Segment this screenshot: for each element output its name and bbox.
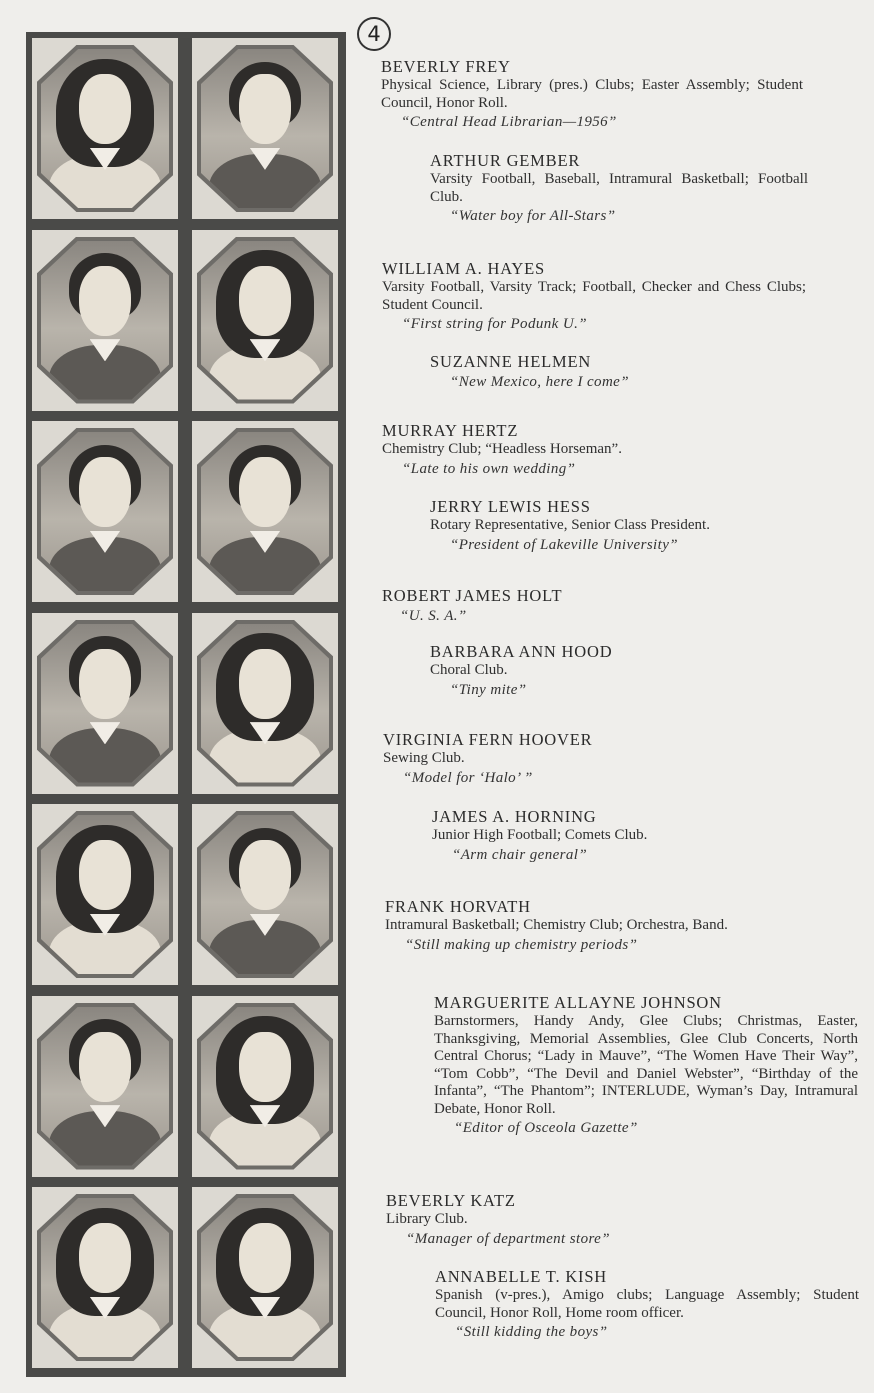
entry-quote: “Late to his own wedding” bbox=[402, 460, 576, 477]
entry-beverly-frey bbox=[381, 56, 803, 132]
portrait-face bbox=[239, 74, 290, 144]
octagon-frame bbox=[197, 428, 333, 595]
entry-quote: “Still making up chemistry periods” bbox=[405, 936, 638, 953]
entry-name: ANNABELLE T. KISH bbox=[435, 1267, 608, 1286]
portrait-suzanne-helmen bbox=[192, 230, 338, 411]
portrait-face bbox=[239, 1223, 290, 1293]
entry-annabelle-kish bbox=[435, 1266, 859, 1342]
entry-name: JAMES A. HORNING bbox=[432, 807, 597, 826]
portrait-face bbox=[79, 266, 130, 336]
portrait-strip bbox=[26, 32, 346, 1377]
entry-activities: Chemistry Club; “Headless Horseman”. bbox=[382, 441, 622, 457]
entry-activities: Sewing Club. bbox=[383, 750, 465, 766]
entry-quote: “Still kidding the boys” bbox=[455, 1324, 608, 1340]
entry-quote: “First string for Podunk U.” bbox=[402, 316, 587, 332]
portrait-photo bbox=[41, 1198, 169, 1357]
entry-name: FRANK HORVATH bbox=[385, 897, 531, 916]
entry-quote: “Water boy for All-Stars” bbox=[450, 208, 616, 224]
octagon-frame bbox=[197, 620, 333, 787]
entry-activities: Library Club. bbox=[386, 1211, 468, 1227]
octagon-frame bbox=[37, 811, 173, 978]
entry-activities: Varsity Football, Baseball, Intramural Basketball; Football Club. bbox=[430, 171, 808, 205]
portrait-william-hayes bbox=[32, 230, 178, 411]
portrait-barbara-hood bbox=[192, 613, 338, 794]
entry-name: ROBERT JAMES HOLT bbox=[382, 586, 563, 605]
entry-name: BEVERLY FREY bbox=[381, 57, 511, 76]
portrait-photo bbox=[41, 1007, 169, 1166]
entry-james-horning bbox=[432, 806, 812, 865]
entry-name: JERRY LEWIS HESS bbox=[430, 497, 591, 516]
entry-suzanne-helmen bbox=[430, 351, 808, 392]
portrait-face bbox=[79, 649, 130, 719]
entry-name: MARGUERITE ALLAYNE JOHNSON bbox=[434, 993, 722, 1012]
octagon-frame bbox=[37, 428, 173, 595]
entry-name: VIRGINIA FERN HOOVER bbox=[383, 730, 593, 749]
portrait-virginia-hoover bbox=[32, 804, 178, 985]
portrait-photo bbox=[41, 241, 169, 400]
portrait-robert-holt bbox=[32, 613, 178, 794]
entry-activities: Varsity Football, Varsity Track; Football, Checker and Chess Clubs; Student Council. bbox=[382, 279, 806, 313]
entry-name: WILLIAM A. HAYES bbox=[382, 259, 545, 278]
entry-activities: Intramural Basketball; Chemistry Club; Orchestra, Band. bbox=[385, 917, 728, 933]
portrait-beverly-katz bbox=[32, 1187, 178, 1368]
octagon-frame bbox=[37, 1194, 173, 1361]
portrait-photo bbox=[201, 241, 329, 400]
entry-name: BEVERLY KATZ bbox=[386, 1191, 516, 1210]
entry-quote: “New Mexico, here I come” bbox=[450, 374, 629, 390]
octagon-frame bbox=[197, 1194, 333, 1361]
entry-activities: Junior High Football; Comets Club. bbox=[432, 827, 648, 843]
entry-arthur-gember bbox=[430, 150, 808, 226]
entry-william-hayes bbox=[382, 258, 806, 334]
octagon-frame bbox=[37, 620, 173, 787]
portrait-face bbox=[79, 1032, 130, 1102]
entry-name: ARTHUR GEMBER bbox=[430, 151, 581, 170]
entry-name: BARBARA ANN HOOD bbox=[430, 642, 613, 661]
octagon-frame bbox=[37, 237, 173, 404]
entry-quote: “Central Head Librarian—1956” bbox=[401, 114, 617, 130]
portrait-marguerite-johnson bbox=[192, 996, 338, 1177]
portrait-photo bbox=[41, 624, 169, 783]
octagon-frame bbox=[197, 811, 333, 978]
entry-frank-horvath bbox=[385, 896, 807, 955]
portrait-face bbox=[239, 649, 290, 719]
entry-virginia-hoover bbox=[383, 729, 807, 788]
octagon-frame bbox=[197, 1003, 333, 1170]
entry-quote: “Model for ‘Halo’ ” bbox=[403, 769, 533, 786]
entry-jerry-hess bbox=[430, 496, 808, 555]
entry-marguerite-johnson bbox=[434, 992, 858, 1138]
portrait-photo bbox=[201, 49, 329, 208]
portrait-face bbox=[239, 840, 290, 910]
portrait-photo bbox=[41, 49, 169, 208]
entry-activities: Physical Science, Library (pres.) Clubs; Easter Assembly; Student Council, Honor Roll. bbox=[381, 77, 803, 111]
entry-barbara-hood bbox=[430, 641, 808, 700]
portrait-annabelle-kish bbox=[192, 1187, 338, 1368]
entry-activities: Rotary Representative, Senior Class President. bbox=[430, 517, 710, 533]
portrait-face bbox=[79, 840, 130, 910]
entry-beverly-katz bbox=[386, 1190, 810, 1249]
portrait-photo bbox=[201, 624, 329, 783]
portrait-photo bbox=[201, 1198, 329, 1357]
portrait-james-horning bbox=[192, 804, 338, 985]
portrait-photo bbox=[201, 432, 329, 591]
entry-quote: “Manager of department store” bbox=[406, 1230, 610, 1247]
portrait-face bbox=[79, 1223, 130, 1293]
entry-quote: “Editor of Osceola Gazette” bbox=[454, 1120, 638, 1136]
portrait-photo bbox=[41, 815, 169, 974]
entry-quote: “U. S. A.” bbox=[400, 608, 467, 624]
portrait-frank-horvath bbox=[32, 996, 178, 1177]
entry-quote: “Arm chair general” bbox=[452, 846, 588, 863]
octagon-frame bbox=[37, 1003, 173, 1170]
portrait-photo bbox=[201, 1007, 329, 1166]
entry-activities: Choral Club. bbox=[430, 662, 508, 678]
portrait-face bbox=[79, 74, 130, 144]
portrait-face bbox=[239, 1032, 290, 1102]
portrait-face bbox=[79, 457, 130, 527]
entry-name: MURRAY HERTZ bbox=[382, 421, 519, 440]
page-number: 4 bbox=[357, 17, 391, 51]
portrait-photo bbox=[41, 432, 169, 591]
entry-quote: “Tiny mite” bbox=[450, 681, 527, 698]
portrait-arthur-gember bbox=[192, 38, 338, 219]
entry-name: SUZANNE HELMEN bbox=[430, 352, 592, 371]
octagon-frame bbox=[197, 237, 333, 404]
entry-activities: Barnstormers, Handy Andy, Glee Clubs; Christmas, Easter, Thanksgiving, Memorial Assemblies, Glee Club Concerts, North Central Chorus; “Lady in Mauve”, “The Women Have Their Way”, “Tom Cobb”, “The Devil and Daniel Webster”, “Birthday of the Infanta”, “The Phantom”; INTERLUDE, Wyman’s Day, Intramural Debate, Honor Roll. bbox=[434, 1013, 858, 1117]
portrait-face bbox=[239, 266, 290, 336]
entry-quote: “President of Lakeville University” bbox=[450, 536, 678, 553]
portrait-murray-hertz bbox=[32, 421, 178, 602]
octagon-frame bbox=[197, 45, 333, 212]
portrait-jerry-hess bbox=[192, 421, 338, 602]
entry-murray-hertz bbox=[382, 420, 806, 479]
portrait-photo bbox=[201, 815, 329, 974]
entry-activities: Spanish (v-pres.), Amigo clubs; Language Assembly; Student Council, Honor Roll, Home room officer. bbox=[435, 1287, 859, 1321]
portrait-face bbox=[239, 457, 290, 527]
octagon-frame bbox=[37, 45, 173, 212]
entry-robert-holt bbox=[382, 585, 806, 626]
portrait-beverly-frey bbox=[32, 38, 178, 219]
